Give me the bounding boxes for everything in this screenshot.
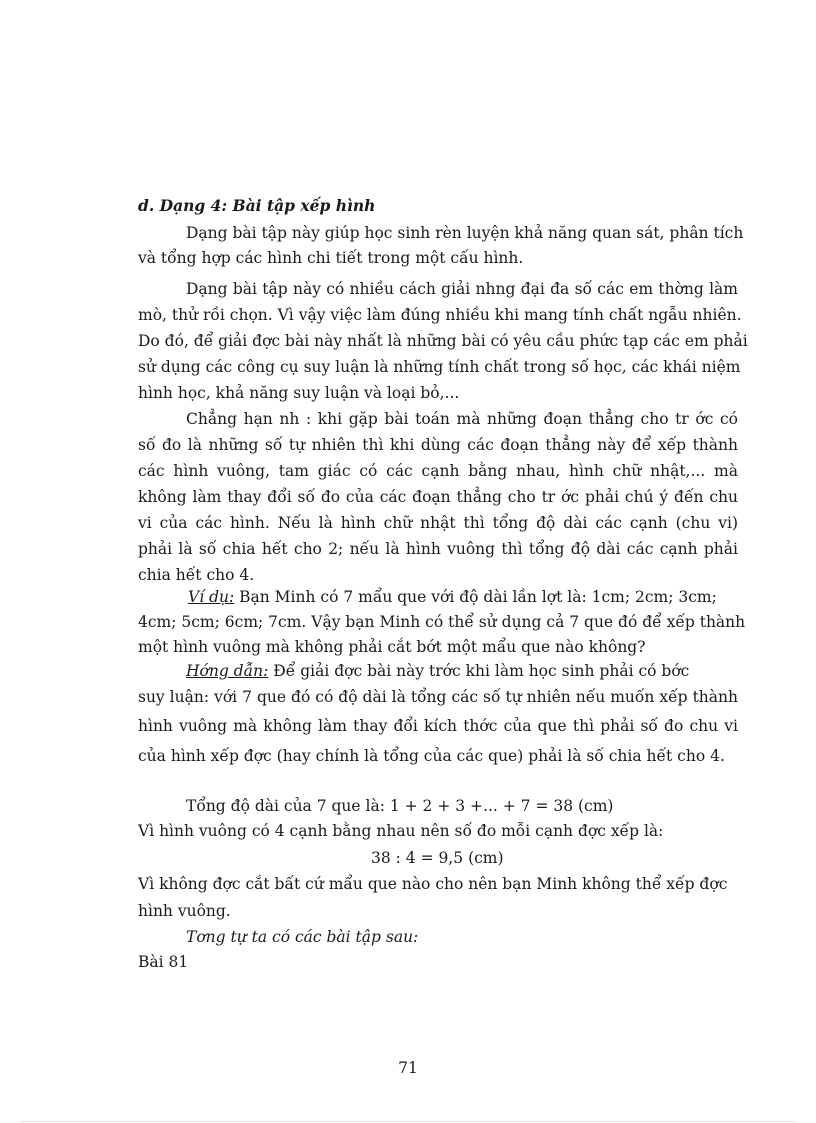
guide-line-4: của hình xếp đợc (hay chính là tổng của các que) phải là số chia hết cho 4. <box>138 747 725 765</box>
page-bottom-divider <box>20 1121 796 1122</box>
guide-line-2: suy luận: với 7 que đó có độ dài là tổng các số tự nhiên nếu muốn xếp thành <box>138 688 738 706</box>
example-line-1 <box>188 587 717 607</box>
example-label: Ví dụ: <box>188 588 235 606</box>
p3-line-3: các hình vuông, tam giác có các cạnh bằng nhau, hình chữ nhật,... mà <box>138 462 738 480</box>
p3-line-2: số đo là những số tự nhiên thì khi dùng các đoạn thẳng này để xếp thành <box>138 436 738 454</box>
page-number: 71 <box>398 1059 418 1077</box>
p3-line-7: chia hết cho 4. <box>138 566 255 584</box>
example-text: Bạn Minh có 7 mẩu que với độ dài lần lợt là: 1cm; 2cm; 3cm; <box>234 588 717 606</box>
guide-label: Hớng dẫn: <box>186 662 269 680</box>
p2-line-5: hình học, khả năng suy luận và loại bỏ,... <box>138 384 460 402</box>
guide-line-3: hình vuông mà không làm thay đổi kích thớc của que thì phải số đo chu vi <box>138 717 738 735</box>
section-heading: d. Dạng 4: Bài tập xếp hình <box>138 196 376 215</box>
p2-line-4: sử dụng các công cụ suy luận là những tính chất trong số học, các khái niệm <box>138 358 741 376</box>
exercise-label: Bài 81 <box>138 953 189 971</box>
p2-line-2: mò, thử rồi chọn. Vì vậy việc làm đúng nhiều khi mang tính chất ngẫu nhiên. <box>138 306 742 324</box>
guide-text: Để giải đợc bài này trớc khi làm học sinh phải có bớc <box>268 662 690 680</box>
p1-line-1: Dạng bài tập này giúp học sinh rèn luyện khả năng quan sát, phân tích <box>186 224 744 242</box>
p3-line-6: phải là số chia hết cho 2; nếu là hình vuông thì tổng độ dài các cạnh phải <box>138 540 738 558</box>
conclusion-line-1: Vì không đợc cắt bất cứ mẩu que nào cho nên bạn Minh không thể xếp đợc <box>138 875 728 893</box>
example-line-2: 4cm; 5cm; 6cm; 7cm. Vậy bạn Minh có thể sử dụng cả 7 que đó để xếp thành <box>138 613 746 631</box>
p3-line-5: vi của các hình. Nếu là hình chữ nhật thì tổng độ dài các cạnh (chu vi) <box>138 514 738 532</box>
p2-line-3: Do đó, để giải đợc bài này nhất là những bài có yêu cầu phức tạp các em phải <box>138 332 748 350</box>
similar-line: Tơng tự ta có các bài tập sau: <box>186 928 419 946</box>
side-line: Vì hình vuông có 4 cạnh bằng nhau nên số đo mỗi cạnh đợc xếp là: <box>138 822 664 840</box>
p3-line-1: Chẳng hạn nh : khi gặp bài toán mà những đoạn thẳng cho tr ớc có <box>186 410 738 428</box>
sum-line: Tổng độ dài của 7 que là: 1 + 2 + 3 +... + 7 = 38 (cm) <box>186 797 614 815</box>
calc-line: 38 : 4 = 9,5 (cm) <box>371 849 504 867</box>
p2-line-1: Dạng bài tập này có nhiều cách giải nhng đại đa số các em thờng làm <box>186 280 738 298</box>
example-line-3: một hình vuông mà không phải cắt bớt một mẩu que nào không? <box>138 638 646 656</box>
p3-line-4: không làm thay đổi số đo của các đoạn thẳng cho tr ớc phải chú ý đến chu <box>138 488 738 506</box>
guide-line-1 <box>186 661 689 681</box>
p1-line-2: và tổng hợp các hình chi tiết trong một cấu hình. <box>138 249 524 267</box>
conclusion-line-2: hình vuông. <box>138 902 231 920</box>
